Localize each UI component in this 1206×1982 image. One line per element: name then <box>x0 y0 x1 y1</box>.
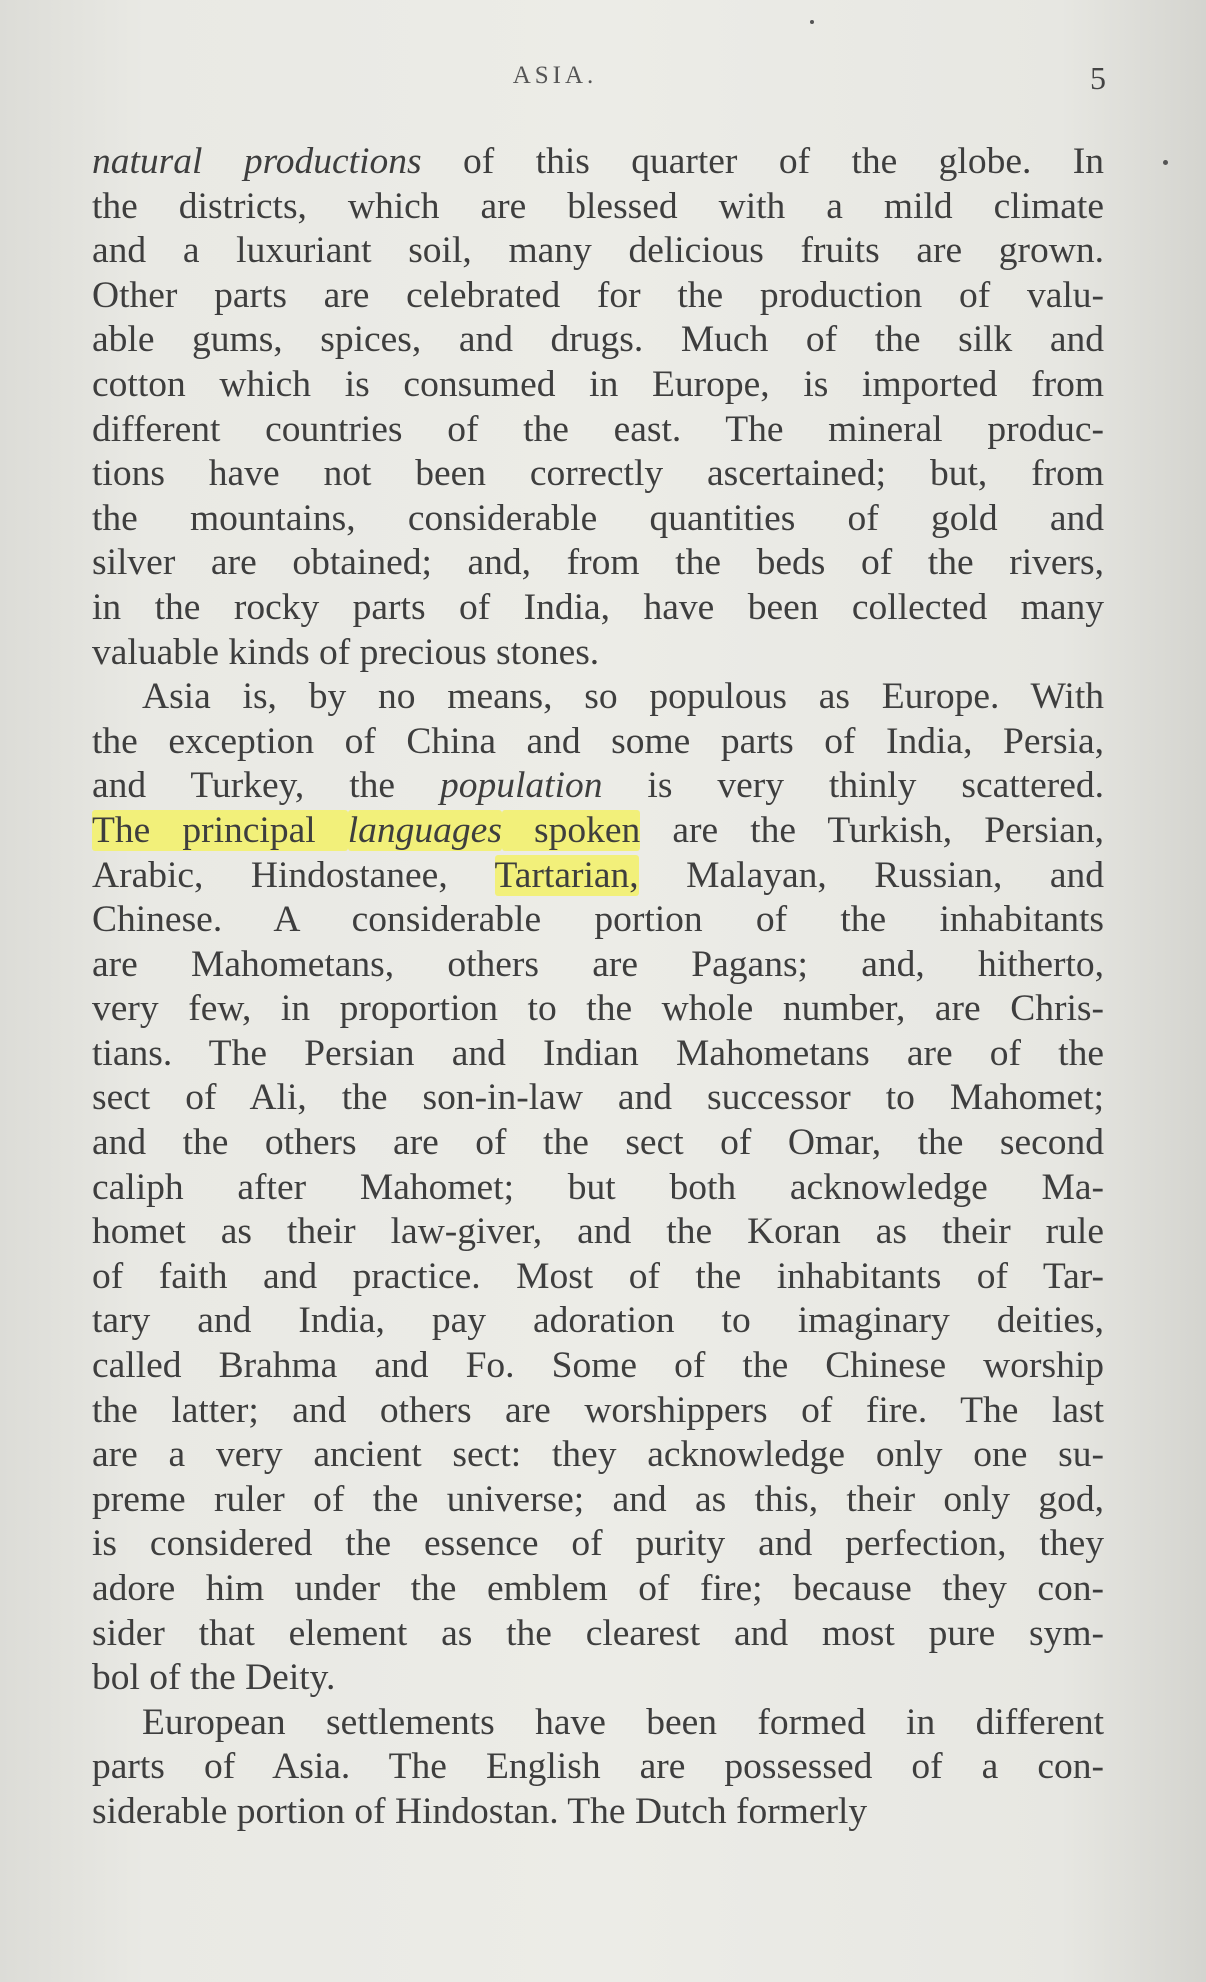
text-run: Other parts are celebrated for the production of valu- <box>92 274 1104 316</box>
highlighted-text: spoken <box>501 809 641 851</box>
text-run: are the Turkish, Persian, <box>640 809 1104 851</box>
text-run: is considered the essence of purity and perfection, they <box>92 1523 1104 1565</box>
body-text <box>92 140 1104 1835</box>
highlighted-text: Tartarian, <box>494 854 639 896</box>
text-line <box>92 1076 1104 1121</box>
text-line <box>92 1745 1104 1790</box>
text-run: are Mahometans, others are Pagans; and, hitherto, <box>92 943 1104 985</box>
highlighted-italic-text: languages <box>347 809 502 851</box>
text-run: is very thinly scattered. <box>602 765 1104 807</box>
text-line <box>92 898 1104 943</box>
text-line <box>92 1656 1104 1701</box>
text-line <box>92 1032 1104 1077</box>
text-run: tary and India, pay adoration to imaginary deities, <box>92 1300 1104 1342</box>
text-run: very few, in proportion to the whole number, are Chris- <box>92 988 1104 1030</box>
text-run: adore him under the emblem of fire; because they con- <box>92 1568 1104 1609</box>
running-head <box>0 62 1206 102</box>
text-line <box>92 1255 1104 1300</box>
page-number: 5 <box>1090 60 1106 96</box>
text-line <box>92 1701 1104 1746</box>
ink-speck <box>810 20 814 24</box>
text-run: European settlements have been formed in different <box>142 1701 1104 1743</box>
text-line <box>92 809 1104 854</box>
text-line <box>92 1790 1104 1835</box>
text-line <box>92 854 1104 899</box>
text-run: are a very ancient sect: they acknowledge only one su- <box>92 1434 1104 1476</box>
text-run: bol of the Deity. <box>92 1657 336 1699</box>
text-run: different countries of the east. The mineral produc- <box>92 408 1104 450</box>
text-line <box>92 1210 1104 1255</box>
text-run: the districts, which are blessed with a mild climate <box>92 185 1104 227</box>
text-line <box>92 720 1104 765</box>
paragraph <box>92 1701 1104 1835</box>
text-run: sider that element as the clearest and most pure sym- <box>92 1612 1104 1654</box>
text-run: and Turkey, the <box>92 765 440 807</box>
text-run: Malayan, Russian, and <box>638 854 1104 896</box>
text-line <box>92 764 1104 809</box>
text-run: silver are obtained; and, from the beds of the rivers, <box>92 542 1104 584</box>
running-title: ASIA. <box>512 62 598 89</box>
text-line <box>92 1612 1104 1657</box>
text-run: able gums, spices, and drugs. Much of the silk and <box>92 319 1104 361</box>
text-line <box>92 943 1104 988</box>
text-line <box>92 408 1104 453</box>
text-line <box>92 1478 1104 1523</box>
text-line <box>92 631 1104 676</box>
text-run: called Brahma and Fo. Some of the Chinese worship <box>92 1345 1104 1387</box>
text-run: caliph after Mahomet; but both acknowledge Ma- <box>92 1166 1104 1208</box>
text-line <box>92 1121 1104 1166</box>
italic-text: population <box>439 765 603 807</box>
text-run: the latter; and others are worshippers of fire. The last <box>92 1389 1104 1431</box>
text-run: valuable kinds of precious stones. <box>92 631 600 673</box>
text-line <box>92 363 1104 408</box>
text-line <box>92 541 1104 586</box>
text-run: tions have not been correctly ascertained; but, from <box>92 453 1104 495</box>
text-line <box>92 586 1104 631</box>
text-line <box>92 185 1104 230</box>
text-run: preme ruler of the universe; and as this, their only god, <box>92 1478 1104 1520</box>
text-run: Chinese. A considerable portion of the inhabitants <box>92 899 1104 941</box>
text-run: in the rocky parts of India, have been collected many <box>92 586 1104 628</box>
text-line <box>92 1299 1104 1344</box>
text-run: Arabic, Hindostanee, <box>92 854 495 896</box>
text-run: sect of Ali, the son-in-law and successor to Mahomet; <box>92 1077 1104 1119</box>
text-line <box>92 1522 1104 1567</box>
text-line <box>92 1344 1104 1389</box>
text-line <box>92 1389 1104 1434</box>
text-line <box>92 140 1104 185</box>
ink-speck <box>1163 160 1168 165</box>
text-line <box>92 1166 1104 1211</box>
text-line <box>92 274 1104 319</box>
text-run: tians. The Persian and Indian Mahometans are of the <box>92 1032 1104 1074</box>
highlighted-text: The principal <box>92 809 348 851</box>
text-run: homet as their law-giver, and the Koran as their rule <box>92 1211 1104 1253</box>
text-run: the exception of China and some parts of India, Persia, <box>92 720 1104 762</box>
italic-text: natural productions <box>92 141 422 182</box>
text-line <box>92 497 1104 542</box>
text-line <box>92 1567 1104 1612</box>
text-run: parts of Asia. The English are possessed of a con- <box>92 1746 1104 1788</box>
text-run: Asia is, by no means, so populous as Europe. With <box>142 676 1104 718</box>
text-run: siderable portion of Hindostan. The Dutch formerly <box>92 1790 868 1832</box>
text-line <box>92 229 1104 274</box>
text-run: and the others are of the sect of Omar, the second <box>92 1122 1104 1164</box>
text-line <box>92 987 1104 1032</box>
text-line <box>92 452 1104 497</box>
text-run: cotton which is consumed in Europe, is imported from <box>92 363 1104 405</box>
paragraph <box>92 675 1104 1701</box>
text-line <box>92 1433 1104 1478</box>
text-line <box>92 318 1104 363</box>
text-run: of this quarter of the globe. In <box>421 141 1104 182</box>
text-line <box>92 675 1104 720</box>
text-run: and a luxuriant soil, many delicious fruits are grown. <box>92 230 1104 272</box>
text-run: the mountains, considerable quantities of gold and <box>92 497 1104 539</box>
text-run: of faith and practice. Most of the inhabitants of Tar- <box>92 1255 1104 1297</box>
paragraph <box>92 140 1104 675</box>
